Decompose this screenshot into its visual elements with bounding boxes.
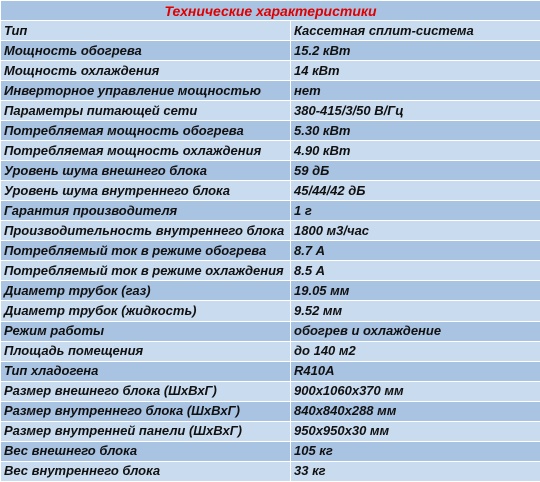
- spec-row: [1, 61, 540, 81]
- spec-value: 8.7 А: [291, 241, 540, 261]
- spec-row: [1, 121, 540, 141]
- spec-param-label: Инверторное управление мощностью: [1, 81, 291, 101]
- spec-param-label: Уровень шума внешнего блока: [1, 161, 291, 181]
- spec-row: [1, 261, 540, 281]
- spec-param-label: Потребляемый ток в режиме обогрева: [1, 241, 291, 261]
- spec-row: [1, 101, 540, 121]
- spec-param-label: Тип: [1, 21, 291, 41]
- spec-value: 380-415/3/50 В/Гц: [291, 101, 540, 121]
- spec-param-label: Мощность охлаждения: [1, 61, 291, 81]
- spec-value: 9.52 мм: [291, 301, 540, 321]
- spec-row: [1, 181, 540, 201]
- spec-value: 45/44/42 дБ: [291, 181, 540, 201]
- spec-param-label: Размер внутренней панели (ШхВхГ): [1, 421, 291, 441]
- spec-param-label: Уровень шума внутреннего блока: [1, 181, 291, 201]
- spec-param-label: Площадь помещения: [1, 341, 291, 361]
- spec-value: 1 г: [291, 201, 540, 221]
- spec-value: 33 кг: [291, 461, 540, 481]
- spec-param-label: Гарантия производителя: [1, 201, 291, 221]
- spec-param-label: Параметры питающей сети: [1, 101, 291, 121]
- spec-row: [1, 381, 540, 401]
- spec-value: R410A: [291, 361, 540, 381]
- spec-row: [1, 241, 540, 261]
- spec-value: до 140 м2: [291, 341, 540, 361]
- spec-param-label: Потребляемая мощность охлаждения: [1, 141, 291, 161]
- spec-param-label: Вес внутреннего блока: [1, 461, 291, 481]
- spec-row: [1, 81, 540, 101]
- spec-row: [1, 341, 540, 361]
- spec-value: 5.30 кВт: [291, 121, 540, 141]
- spec-value: 19.05 мм: [291, 281, 540, 301]
- spec-param-label: Тип хладогена: [1, 361, 291, 381]
- spec-value: 4.90 кВт: [291, 141, 540, 161]
- spec-value: нет: [291, 81, 540, 101]
- spec-param-label: Размер внутреннего блока (ШхВхГ): [1, 401, 291, 421]
- spec-param-label: Вес внешнего блока: [1, 441, 291, 461]
- spec-value: 1800 м3/час: [291, 221, 540, 241]
- spec-row: [1, 421, 540, 441]
- spec-row: [1, 401, 540, 421]
- spec-row: [1, 141, 540, 161]
- table-title: Технические характеристики: [1, 1, 540, 21]
- spec-param-label: Режим работы: [1, 321, 291, 341]
- spec-value: Кассетная сплит-система: [291, 21, 540, 41]
- spec-value: обогрев и охлаждение: [291, 321, 540, 341]
- spec-row: [1, 321, 540, 341]
- spec-value: 15.2 кВт: [291, 41, 540, 61]
- spec-row: [1, 221, 540, 241]
- title-row: [1, 1, 540, 21]
- spec-param-label: Размер внешнего блока (ШхВхГ): [1, 381, 291, 401]
- spec-param-label: Производительность внутреннего блока: [1, 221, 291, 241]
- spec-row: [1, 161, 540, 181]
- spec-param-label: Мощность обогрева: [1, 41, 291, 61]
- spec-row: [1, 441, 540, 461]
- specifications-body: [1, 1, 540, 482]
- spec-value: 950х950х30 мм: [291, 421, 540, 441]
- spec-param-label: Потребляемая мощность обогрева: [1, 121, 291, 141]
- spec-value: 8.5 А: [291, 261, 540, 281]
- spec-value: 900х1060х370 мм: [291, 381, 540, 401]
- spec-row: [1, 461, 540, 481]
- spec-row: [1, 281, 540, 301]
- spec-row: [1, 201, 540, 221]
- spec-param-label: Диаметр трубок (газ): [1, 281, 291, 301]
- spec-value: 105 кг: [291, 441, 540, 461]
- spec-row: [1, 21, 540, 41]
- spec-row: [1, 301, 540, 321]
- spec-row: [1, 41, 540, 61]
- spec-param-label: Потребляемый ток в режиме охлаждения: [1, 261, 291, 281]
- spec-row: [1, 361, 540, 381]
- spec-param-label: Диаметр трубок (жидкость): [1, 301, 291, 321]
- spec-value: 59 дБ: [291, 161, 540, 181]
- spec-value: 14 кВт: [291, 61, 540, 81]
- spec-value: 840х840х288 мм: [291, 401, 540, 421]
